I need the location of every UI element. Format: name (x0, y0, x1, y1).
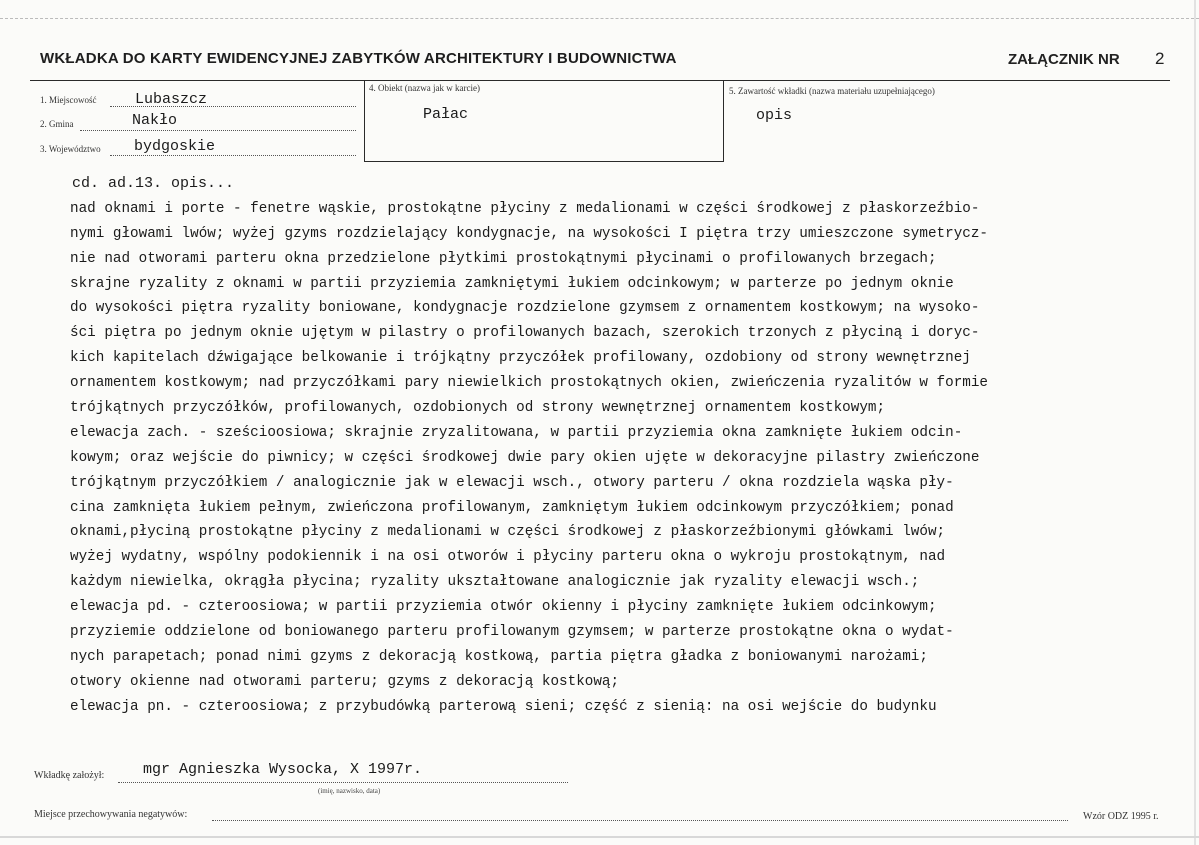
commune-label: 2. Gmina (40, 119, 74, 129)
header-rule (30, 80, 1170, 81)
description-line: oknami,płyciną prostokątne płyciny z medalionami w części środkowej z płaskorzeźbionymi główkami lwów; (70, 524, 946, 541)
description-line: wyżej wydatny, wspólny podokiennik i na osi otworów i płyciny parteru okna o wykroju prostokątnym, nad (70, 549, 946, 566)
author-dots (118, 782, 568, 783)
description-line: nad oknami i porte - fenetre wąskie, prostokątne płyciny z medalionami w części środkowej z płaskorzeźbio- (70, 200, 980, 217)
field-divider-2 (723, 80, 724, 162)
description-line: ści piętra po jednym oknie ujętym w pilastry o profilowanych bazach, szerokich trzonych z płyciną i doryc- (70, 325, 980, 342)
author-value: mgr Agnieszka Wysocka, X 1997r. (143, 761, 423, 778)
negatives-dots (212, 820, 1068, 821)
commune-value: Nakło (132, 112, 178, 129)
description-line: trójkątnym przyczółkiem / analogicznie jak w elewacji wsch., otwory parteru / okna rozdziela wąska pły- (70, 474, 954, 491)
description-line: otwory okienne nad otworami parteru; gzyms z dekoracją kostkową; (70, 673, 620, 690)
scan-edge-top (0, 18, 1199, 20)
field-divider-1 (364, 80, 365, 162)
description-line: nie nad otworami parteru okna przedzielone płytkimi prostokątnymi płycinami o profilowanych brzegach; (70, 250, 937, 267)
form-code: Wzór ODZ 1995 r. (1083, 811, 1159, 822)
author-hint: (imię, nazwisko, data) (318, 787, 381, 795)
contents-value: opis (756, 107, 793, 124)
description-line: nych parapetach; ponad nimi gzyms z dekoracją kostkową, partia piętra gładka z boniowanymi narożami; (70, 648, 928, 665)
description-line: nymi głowami lwów; wyżej gzyms rozdzielający kondygnacje, na wysokości I piętra trzy umieszczone symetrycz- (70, 225, 989, 242)
description-line: każdym niewielka, okrągła płycina; ryzality ukształtowane analogicznie jak ryzality elewacji wsch.; (70, 574, 920, 591)
annex-number: 2 (1155, 49, 1165, 68)
description-text (70, 172, 1185, 720)
description-heading: cd. ad.13. opis... (72, 175, 235, 192)
object-label: 4. Obiekt (nazwa jak w karcie) (369, 83, 480, 93)
description-line: kowym; oraz wejście do piwnicy; w części środkowej dwie pary okien ujęte w dekoracyjne pilastry zwieńczone (70, 449, 980, 466)
voivodeship-value: bydgoskie (134, 138, 216, 155)
description-line: trójkątnych przyczółków, profilowanych, ozdobionych od strony wewnętrznej ornamentem kostkowym; (70, 400, 886, 417)
description-line: elewacja pd. - czteroosiowa; w partii przyziemia otwór okienny i płyciny zamknięte łukiem odcinkowym; (70, 599, 937, 616)
negatives-label: Miejsce przechowywania negatywów: (34, 809, 188, 820)
locality-label: 1. Miejscowość (40, 95, 97, 105)
description-line: ornamentem kostkowym; nad przyczółkami pary niewielkich prostokątnych okien, zwieńczenia ryzalitów w formie (70, 375, 989, 392)
author-label: Wkładkę założył: (34, 770, 105, 781)
voivodeship-dots (110, 155, 356, 156)
description-line: elewacja zach. - sześcioosiowa; skrajnie zryzalitowana, w partii przyziemia okna zamknięte łukiem odcin- (70, 424, 963, 441)
description-line: skrajne ryzality z oknami w partii przyziemia zamkniętymi łukiem odcinkowym; w parterze po jednym oknie (70, 275, 954, 292)
voivodeship-label: 3. Województwo (40, 144, 101, 154)
description-line: przyziemie oddzielone od boniowanego parteru profilowanym gzymsem; w parterze prostokątne okna o wydat- (70, 624, 954, 641)
scan-edge-bottom (0, 836, 1199, 838)
form-title: WKŁADKA DO KARTY EWIDENCYJNEJ ZABYTKÓW ARCHITEKTURY I BUDOWNICTWA (40, 50, 677, 67)
description-line: do wysokości piętra ryzality boniowane, kondygnacje rozdzielone gzymsem z ornamentem kostkowym; na wysoko- (70, 300, 980, 317)
description-line: elewacja pn. - czteroosiowa; z przybudówką parterową sieni; część z sienią: na osi wejście do budynku (70, 698, 937, 715)
fields-bottom-rule (364, 161, 724, 162)
description-line: cina zamknięta łukiem pełnym, zwieńczona profilowanym, zamkniętym łukiem odcinkowym przyczółkiem; ponad (70, 499, 954, 516)
commune-dots (80, 130, 356, 131)
object-value: Pałac (423, 106, 469, 123)
locality-value: Lubaszcz (135, 91, 208, 108)
annex-label: ZAŁĄCZNIK NR (1008, 51, 1120, 68)
scan-edge-right (1194, 0, 1196, 845)
description-line: kich kapitelach dźwigające belkowanie i trójkątny przyczółek profilowany, ozdobiony od strony wewnętrznej (70, 350, 971, 367)
contents-label: 5. Zawartość wkładki (nazwa materiału uzupełniającego) (729, 86, 935, 96)
